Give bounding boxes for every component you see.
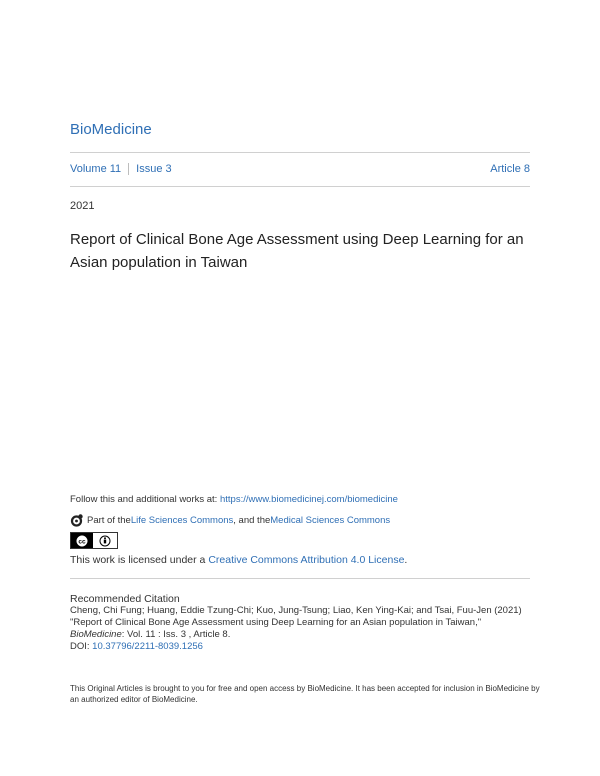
commons-network-icon [70,514,83,527]
citation-doi [70,641,540,653]
issue-link[interactable]: Issue 3 [136,163,172,175]
divider-top [70,152,530,153]
recommended-citation-heading: Recommended Citation [70,593,180,605]
citation-block [70,605,540,653]
license-end: . [404,554,408,566]
cc-license-badge-icon[interactable] [70,532,118,549]
journal-name[interactable]: BioMedicine [70,121,152,138]
article-title: Report of Clinical Bone Age Assessment using Deep Learning for an Asian population in Taiwan [70,231,524,271]
citation-journal: BioMedicine [70,629,122,640]
article-link[interactable]: Article 8 [490,163,530,175]
part-of-middle: , and the [233,515,271,526]
life-sciences-commons-link[interactable]: Life Sciences Commons [130,515,234,526]
medical-sciences-commons-link[interactable]: Medical Sciences Commons [270,515,391,526]
issue-meta-row [70,163,530,175]
citation-title: "Report of Clinical Bone Age Assessment using Deep Learning for an Asian population in Taiwan," [70,617,482,628]
volume-link[interactable]: Volume 11 [70,163,122,175]
footer-note: This Original Articles is brought to you for free and open access by BioMedicine. It has been accepted for inclusion in BioMedicine by an authorized editor of BioMedicine. [70,684,540,704]
doi-link[interactable]: 10.37796/2211-8039.1256 [92,641,203,652]
follow-line [70,494,398,505]
separator [128,163,129,175]
citation-source [70,629,540,641]
publication-year: 2021 [70,200,95,212]
svg-text:cc: cc [78,538,86,546]
follow-text: Follow this and additional works at: [70,494,220,505]
citation-volume: : Vol. 11 : Iss. 3 , Article 8. [121,629,231,640]
divider-citation [70,578,530,579]
license-text: This work is licensed under a [70,554,209,566]
cc-license-link[interactable]: Creative Commons Attribution 4.0 License [208,554,405,566]
follow-url-link[interactable]: https://www.biomedicinej.com/biomedicine [219,494,398,505]
divider-meta [70,186,530,187]
license-line [70,554,407,566]
part-of-line [70,514,390,527]
citation-authors: Cheng, Chi Fung; Huang, Eddie Tzung-Chi; Kuo, Jung-Tsung; Liao, Ken Ying-Kai; and Tsai, Fuu-Jen (2021) [70,605,522,616]
doi-label: DOI: [70,641,93,652]
part-of-prefix: Part of the [87,515,131,526]
